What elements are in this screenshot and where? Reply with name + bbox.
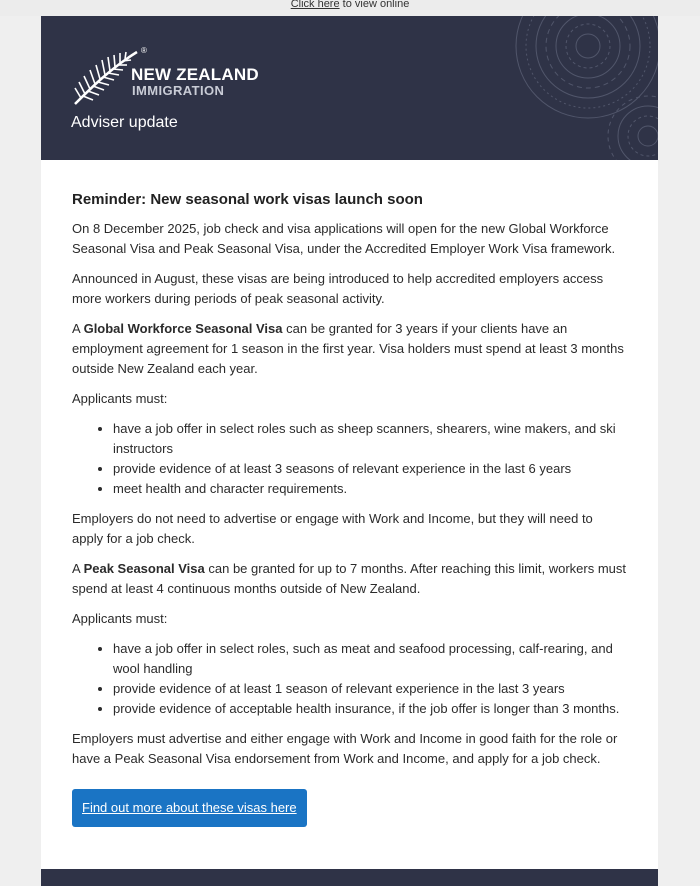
brand-name-line1: NEW ZEALAND — [131, 65, 259, 84]
view-online-link[interactable]: Click here — [290, 0, 340, 10]
paragraph-global-workforce — [72, 319, 627, 379]
text-prefix: A — [72, 321, 84, 336]
list-item: • have a job offer in select roles, such as meat and seafood processing, calf-rearing, and wool handling — [113, 639, 627, 679]
paragraph-employers-peak: Employers must advertise and either engage with Work and Income in good faith for the role or have a Peak Seasonal Visa endorsement from Work and Income, and apply for a job check. — [72, 731, 618, 766]
list-item: • have a job offer in select roles such as sheep scanners, shearers, wine makers, and ski instructors — [113, 419, 627, 459]
footer-band — [41, 869, 658, 886]
applicants-label: Applicants must: — [72, 611, 168, 626]
paragraph-intro: On 8 December 2025, job check and visa applications will open for the new Global Workforce Seasonal Visa and Peak Seasonal Visa, under the Accredited Employer Work Visa framework. — [72, 221, 616, 256]
decorative-circles-graphic — [488, 16, 658, 160]
article — [41, 160, 658, 827]
view-online-text: to view online — [342, 0, 410, 10]
paragraph-announcement: Announced in August, these visas are being introduced to help accredited employers access more workers during periods of peak seasonal activity. — [72, 271, 604, 306]
article-title: Reminder: New seasonal work visas launch soon — [72, 191, 423, 208]
paragraph-peak-seasonal — [72, 559, 627, 599]
registered-mark: ® — [141, 46, 147, 55]
list-item: • provide evidence of at least 3 seasons of relevant experience in the last 6 years — [113, 459, 627, 479]
peak-seasonal-visa-name: Peak Seasonal Visa — [83, 561, 205, 576]
find-out-more-button[interactable]: Find out more about these visas here — [72, 789, 307, 827]
global-workforce-visa-name: Global Workforce Seasonal Visa — [83, 321, 283, 336]
global-workforce-description: can be granted for 3 years if your clients have an employment agreement for 1 season in the first year. Visa holders must spend at least 3 months outside New Zealand each year. — [72, 321, 624, 376]
brand-name-line2: IMMIGRATION — [132, 83, 225, 98]
newsletter-title: Adviser update — [71, 114, 178, 131]
applicants-label: Applicants must: — [72, 391, 168, 406]
list-item: • provide evidence of at least 1 season of relevant experience in the last 3 years — [113, 679, 627, 699]
text-prefix: A — [72, 561, 84, 576]
requirements-list-global — [72, 419, 627, 499]
email-body — [41, 16, 658, 886]
list-item: • provide evidence of acceptable health insurance, if the job offer is longer than 3 months. — [113, 699, 627, 719]
header-banner — [41, 16, 658, 160]
list-item: • meet health and character requirements. — [113, 479, 627, 499]
nz-immigration-logo[interactable] — [71, 46, 271, 106]
peak-seasonal-description: can be granted for up to 7 months. After reaching this limit, workers must spend at least 4 continuous months outside of New Zealand. — [72, 561, 627, 596]
requirements-list-peak — [72, 639, 627, 719]
view-online-bar — [0, 0, 700, 16]
paragraph-employers-global: Employers do not need to advertise or engage with Work and Income, but they will need to apply for a job check. — [72, 511, 593, 546]
